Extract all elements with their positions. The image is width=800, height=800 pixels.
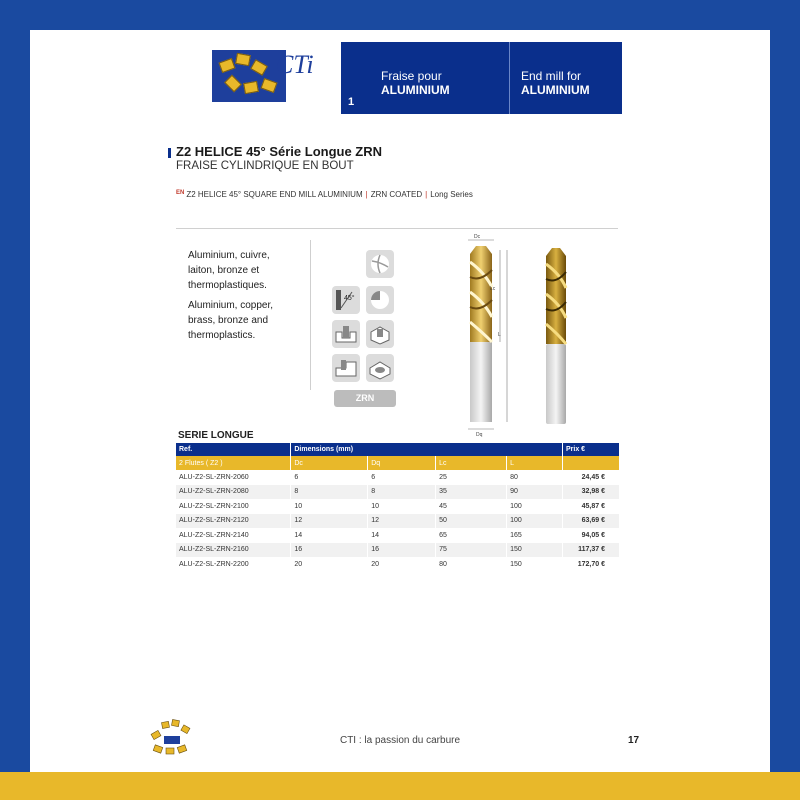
quarter-profile-icon	[366, 286, 394, 314]
flute-section-icon	[366, 250, 394, 278]
english-description-line: $^{EN}$ Z2 HELICE 45° SQUARE END MILL ALUMINIUM | ZRN COATED | Long Series	[176, 190, 473, 199]
block-milling-icon	[366, 320, 394, 348]
table-row: ALU-Z2-SL-ZRN-2140 14 14 65 165 94,05 €	[176, 528, 620, 543]
header-fr-label: Fraise pour ALUMINIUM	[381, 69, 450, 97]
materials-fr: Aluminium, cuivre, laiton, bronze et thermoplastiques.	[188, 250, 270, 291]
price-table	[176, 443, 620, 572]
carbide-insert-icon	[224, 75, 242, 93]
table-row: ALU-Z2-SL-ZRN-2200 20 20 80 150 172,70 €	[176, 557, 620, 572]
subheader-empty	[563, 456, 620, 470]
header-banner	[176, 42, 622, 114]
helix-45-icon: 45°	[332, 286, 360, 314]
table-subheader-row	[176, 456, 620, 470]
subheader-flutes: 2 Flutes ( Z2 )	[176, 456, 291, 470]
l-label: L	[498, 332, 501, 338]
table-header-row	[176, 443, 620, 456]
table-row: ALU-Z2-SL-ZRN-2120 12 12 50 100 63,69 €	[176, 514, 620, 529]
table-row: ALU-Z2-SL-ZRN-2060 6 6 25 80 24,45 €	[176, 470, 620, 485]
header-price: Prix €	[563, 443, 620, 456]
subheader-dc: Dc	[291, 456, 368, 470]
carbide-insert-icon	[261, 78, 278, 93]
header-divider	[509, 42, 510, 114]
page-number: 17	[628, 735, 640, 746]
slot-milling-icon	[332, 320, 360, 348]
header-dimensions: Dimensions (mm)	[291, 443, 563, 456]
logo-panel	[176, 42, 341, 114]
section-number: 1	[348, 96, 355, 108]
subheader-l: L	[507, 456, 563, 470]
vertical-divider	[310, 240, 311, 390]
shoulder-milling-icon	[332, 354, 360, 382]
header-ref: Ref.	[176, 443, 291, 456]
footer-tagline: CTI : la passion du carbure	[339, 735, 461, 746]
product-subtitle: FRAISE CYLINDRIQUE EN BOUT	[176, 160, 354, 172]
materials-en: Aluminium, copper, brass, bronze and thermoplastics.	[188, 300, 274, 341]
carbide-insert-icon	[250, 59, 268, 76]
end-mill-drawing	[450, 232, 580, 442]
catalog-page	[30, 30, 770, 772]
table-row: ALU-Z2-SL-ZRN-2080 8 8 35 90 32,98 €	[176, 485, 620, 500]
product-title: Z2 HELICE 45° Série Longue ZRN	[176, 144, 383, 159]
subheader-dq: Dq	[368, 456, 436, 470]
section-divider	[176, 228, 618, 229]
subheader-lc: Lc	[436, 456, 507, 470]
lc-label: Lc	[490, 286, 496, 292]
logo-emblem	[212, 50, 286, 102]
title-marker	[168, 148, 171, 158]
series-title: SERIE LONGUE	[178, 430, 254, 441]
table-row: ALU-Z2-SL-ZRN-2160 16 16 75 150 117,37 €	[176, 543, 620, 558]
pocket-milling-icon	[366, 354, 394, 382]
bottom-gold-band	[0, 772, 800, 800]
header-en-label: End mill for ALUMINIUM	[521, 69, 590, 97]
coating-badge: ZRN	[334, 390, 396, 407]
table-row: ALU-Z2-SL-ZRN-2100 10 10 45 100 45,87 €	[176, 499, 620, 514]
carbide-insert-icon	[235, 53, 251, 66]
carbide-insert-icon	[219, 58, 236, 73]
logo-wordmark: CTi	[276, 50, 314, 79]
en-flag: EN	[176, 190, 185, 196]
carbide-insert-icon	[243, 81, 259, 94]
dq-label: Dq	[476, 432, 483, 438]
dc-label: Dc	[474, 234, 481, 240]
